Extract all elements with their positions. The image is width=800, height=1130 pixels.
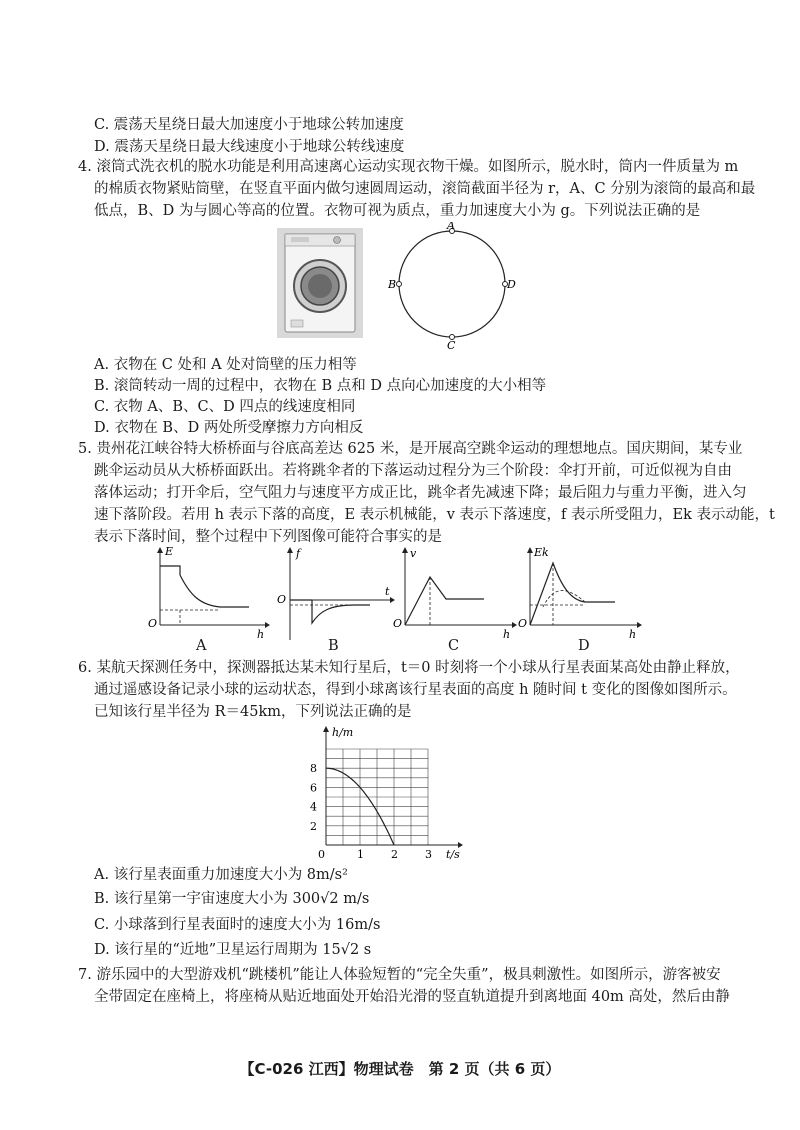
q6-line-3: 已知该行星半径为 R＝45km，下列说法正确的是: [94, 704, 412, 720]
label-c: C: [447, 339, 456, 350]
q6-option-d: D. 该行星的“近地”卫星运行周期为 15√2 s: [94, 942, 372, 958]
graph-b-origin: O: [277, 593, 287, 606]
graph-c-y-label: v: [410, 547, 417, 560]
h-t-ytick-label: 2: [310, 819, 317, 833]
graph-a-x-label: h: [257, 628, 265, 641]
q7-line-2: 全带固定在座椅上，将座椅从贴近地面处开始沿光滑的竖直轨道提升到离地面 40m 高处，然后由静: [94, 989, 730, 1005]
drum-diagram: [388, 222, 516, 350]
h-t-xtick-label: 1: [357, 848, 364, 861]
graph-a: [145, 545, 270, 645]
q6-option-b: B. 该行星第一宇宙速度大小为 300√2 m/s: [94, 891, 370, 907]
q4-line-1: 4. 滚筒式洗衣机的脱水功能是利用高速离心运动实现衣物干燥。如图所示，脱水时，筒内一件质量为 m: [78, 159, 739, 175]
graph-d-x-label: h: [629, 628, 637, 641]
graph-b-caption: B: [328, 638, 339, 654]
q6-option-c: C. 小球落到行星表面时的速度大小为 16m/s: [94, 917, 381, 933]
q5-line-2: 跳伞运动员从大桥桥面跃出。若将跳伞者的下落运动过程分为三个阶段：伞打开前，可近似视为自由: [94, 463, 732, 479]
graph-a-y-label: E: [165, 545, 174, 558]
h-t-xtick-label: 2: [391, 848, 398, 861]
graph-a-caption: A: [196, 638, 207, 654]
label-d: D: [507, 278, 516, 291]
q5-line-5: 表示下落时间，整个过程中下列图像可能符合事实的是: [94, 529, 442, 545]
graph-c-caption: C: [448, 638, 460, 654]
q4-line-2: 的棉质衣物紧贴筒壁，在竖直平面内做匀速圆周运动，滚筒截面半径为 r，A、C 分别为滚筒的最高和最: [94, 181, 756, 197]
h-t-graph: [298, 720, 468, 865]
q6-line-1: 6. 某航天探测任务中，探测器抵达某未知行星后，t＝0 时刻将一个小球从行星表面某高处由静止释放，: [78, 660, 740, 676]
graph-d: [515, 545, 645, 645]
graph-a-origin: O: [148, 617, 158, 630]
q6-line-2: 通过遥感设备记录小球的运动状态，得到小球离该行星表面的高度 h 随时间 t 变化的图像如图所示。: [94, 682, 737, 698]
q5-line-4: 速下落阶段。若用 h 表示下落的高度，E 表示机械能，v 表示下落速度，f 表示所受阻力，Ek 表示动能，t: [94, 507, 775, 523]
label-a: A: [447, 222, 455, 232]
q7-line-1: 7. 游乐园中的大型游戏机“跳楼机”能让人体验短暂的“完全失重”，极具刺激性。如图所示，游客被安: [78, 967, 721, 983]
q4-option-c: C. 衣物 A、B、C、D 四点的线速度相同: [94, 399, 356, 415]
graph-b: [275, 545, 403, 645]
graph-c-x-label: h: [503, 628, 511, 641]
h-t-x-label: t/s: [446, 848, 460, 861]
graph-c-origin: O: [393, 617, 403, 630]
q4-option-a: A. 衣物在 C 处和 A 处对筒壁的压力相等: [94, 357, 357, 373]
graph-c: [390, 545, 520, 645]
q4-option-d: D. 衣物在 B、D 两处所受摩擦力方向相反: [94, 420, 364, 436]
prev-option-d: D. 震荡天星绕日最大线速度小于地球公转线速度: [94, 139, 405, 155]
h-t-ytick-label: 4: [310, 800, 317, 814]
h-t-xtick-label: 3: [425, 848, 432, 861]
prev-option-c: C. 震荡天星绕日最大加速度小于地球公转加速度: [94, 117, 404, 133]
h-t-origin: 0: [318, 848, 325, 861]
label-b: B: [388, 278, 397, 291]
graph-d-y-label: Ek: [534, 546, 549, 559]
h-t-ytick-label: 8: [310, 762, 317, 776]
graph-d-origin: O: [518, 617, 528, 630]
h-t-ytick-label: 6: [310, 781, 317, 795]
q4-line-3: 低点，B、D 为与圆心等高的位置。衣物可视为质点，重力加速度大小为 g。下列说法正确的是: [94, 203, 701, 219]
h-t-y-label: h/m: [332, 726, 354, 739]
page-footer: 【C-026 江西】物理试卷 第 2 页（共 6 页）: [239, 1060, 561, 1078]
q5-line-1: 5. 贵州花江峡谷特大桥桥面与谷底高差达 625 米，是开展高空跳伞运动的理想地点。国庆期间，某专业: [78, 441, 743, 457]
graph-b-x-label: t: [385, 585, 390, 598]
q6-option-a: A. 该行星表面重力加速度大小为 8m/s²: [94, 867, 348, 883]
drum-circle: [399, 231, 505, 337]
graph-b-y-label: f: [296, 547, 301, 560]
q4-option-b: B. 滚筒转动一周的过程中，衣物在 B 点和 D 点向心加速度的大小相等: [94, 378, 547, 394]
washing-machine-image: [277, 228, 363, 338]
q5-line-3: 落体运动；打开伞后，空气阻力与速度平方成正比，跳伞者先减速下降；最后阻力与重力平衡，进入匀: [94, 485, 747, 501]
point-b: [397, 282, 402, 287]
graph-d-caption: D: [578, 638, 590, 654]
